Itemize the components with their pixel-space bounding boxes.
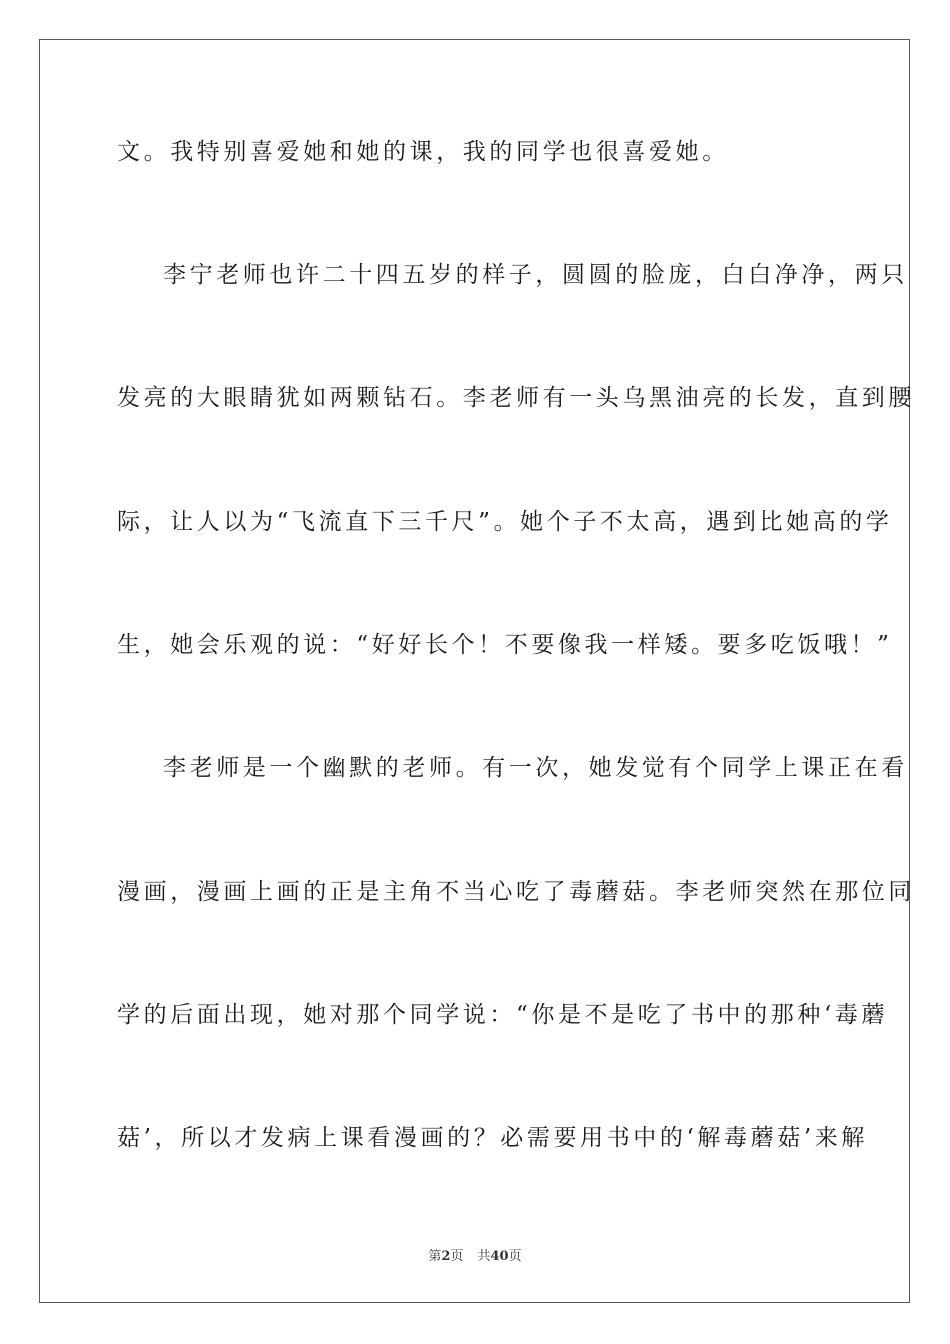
- text-line-6: 李老师是一个幽默的老师。有一次，她发觉有个同学上课正在看: [163, 755, 908, 781]
- text-line-8: 学的后面出现，她对那个同学说：“你是不是吃了书中的那种‘毒蘑: [117, 1002, 889, 1028]
- total-prefix: 共: [477, 1249, 491, 1264]
- page-number: 2: [441, 1249, 451, 1264]
- text-line-1: 文。我特别喜爱她和她的课，我的同学也很喜爱她。: [117, 139, 729, 165]
- text-line-4: 际，让人以为“飞流直下三千尺”。她个子不太高，遇到比她高的学: [117, 509, 893, 535]
- page-footer: [0, 1248, 950, 1266]
- total-pages: 40: [490, 1249, 509, 1264]
- text-line-9: 菇’，所以才发病上课看漫画的？必需要用书中的‘解毒蘑菇’来解: [117, 1125, 868, 1151]
- page-frame: [39, 39, 915, 1303]
- page-suffix: 页: [450, 1249, 464, 1264]
- page-prefix: 第: [428, 1249, 442, 1264]
- text-line-2: 李宁老师也许二十四五岁的样子，圆圆的脸庞，白白净净，两只: [163, 262, 908, 288]
- text-line-3: 发亮的大眼睛犹如两颗钻石。李老师有一头乌黑油亮的长发，直到腰: [117, 385, 915, 411]
- text-line-5: 生，她会乐观的说：“好好长个！不要像我一样矮。要多吃饭哦！”: [117, 632, 893, 658]
- total-suffix: 页: [508, 1249, 522, 1264]
- text-line-7: 漫画，漫画上画的正是主角不当心吃了毒蘑菇。李老师突然在那位同: [117, 879, 915, 905]
